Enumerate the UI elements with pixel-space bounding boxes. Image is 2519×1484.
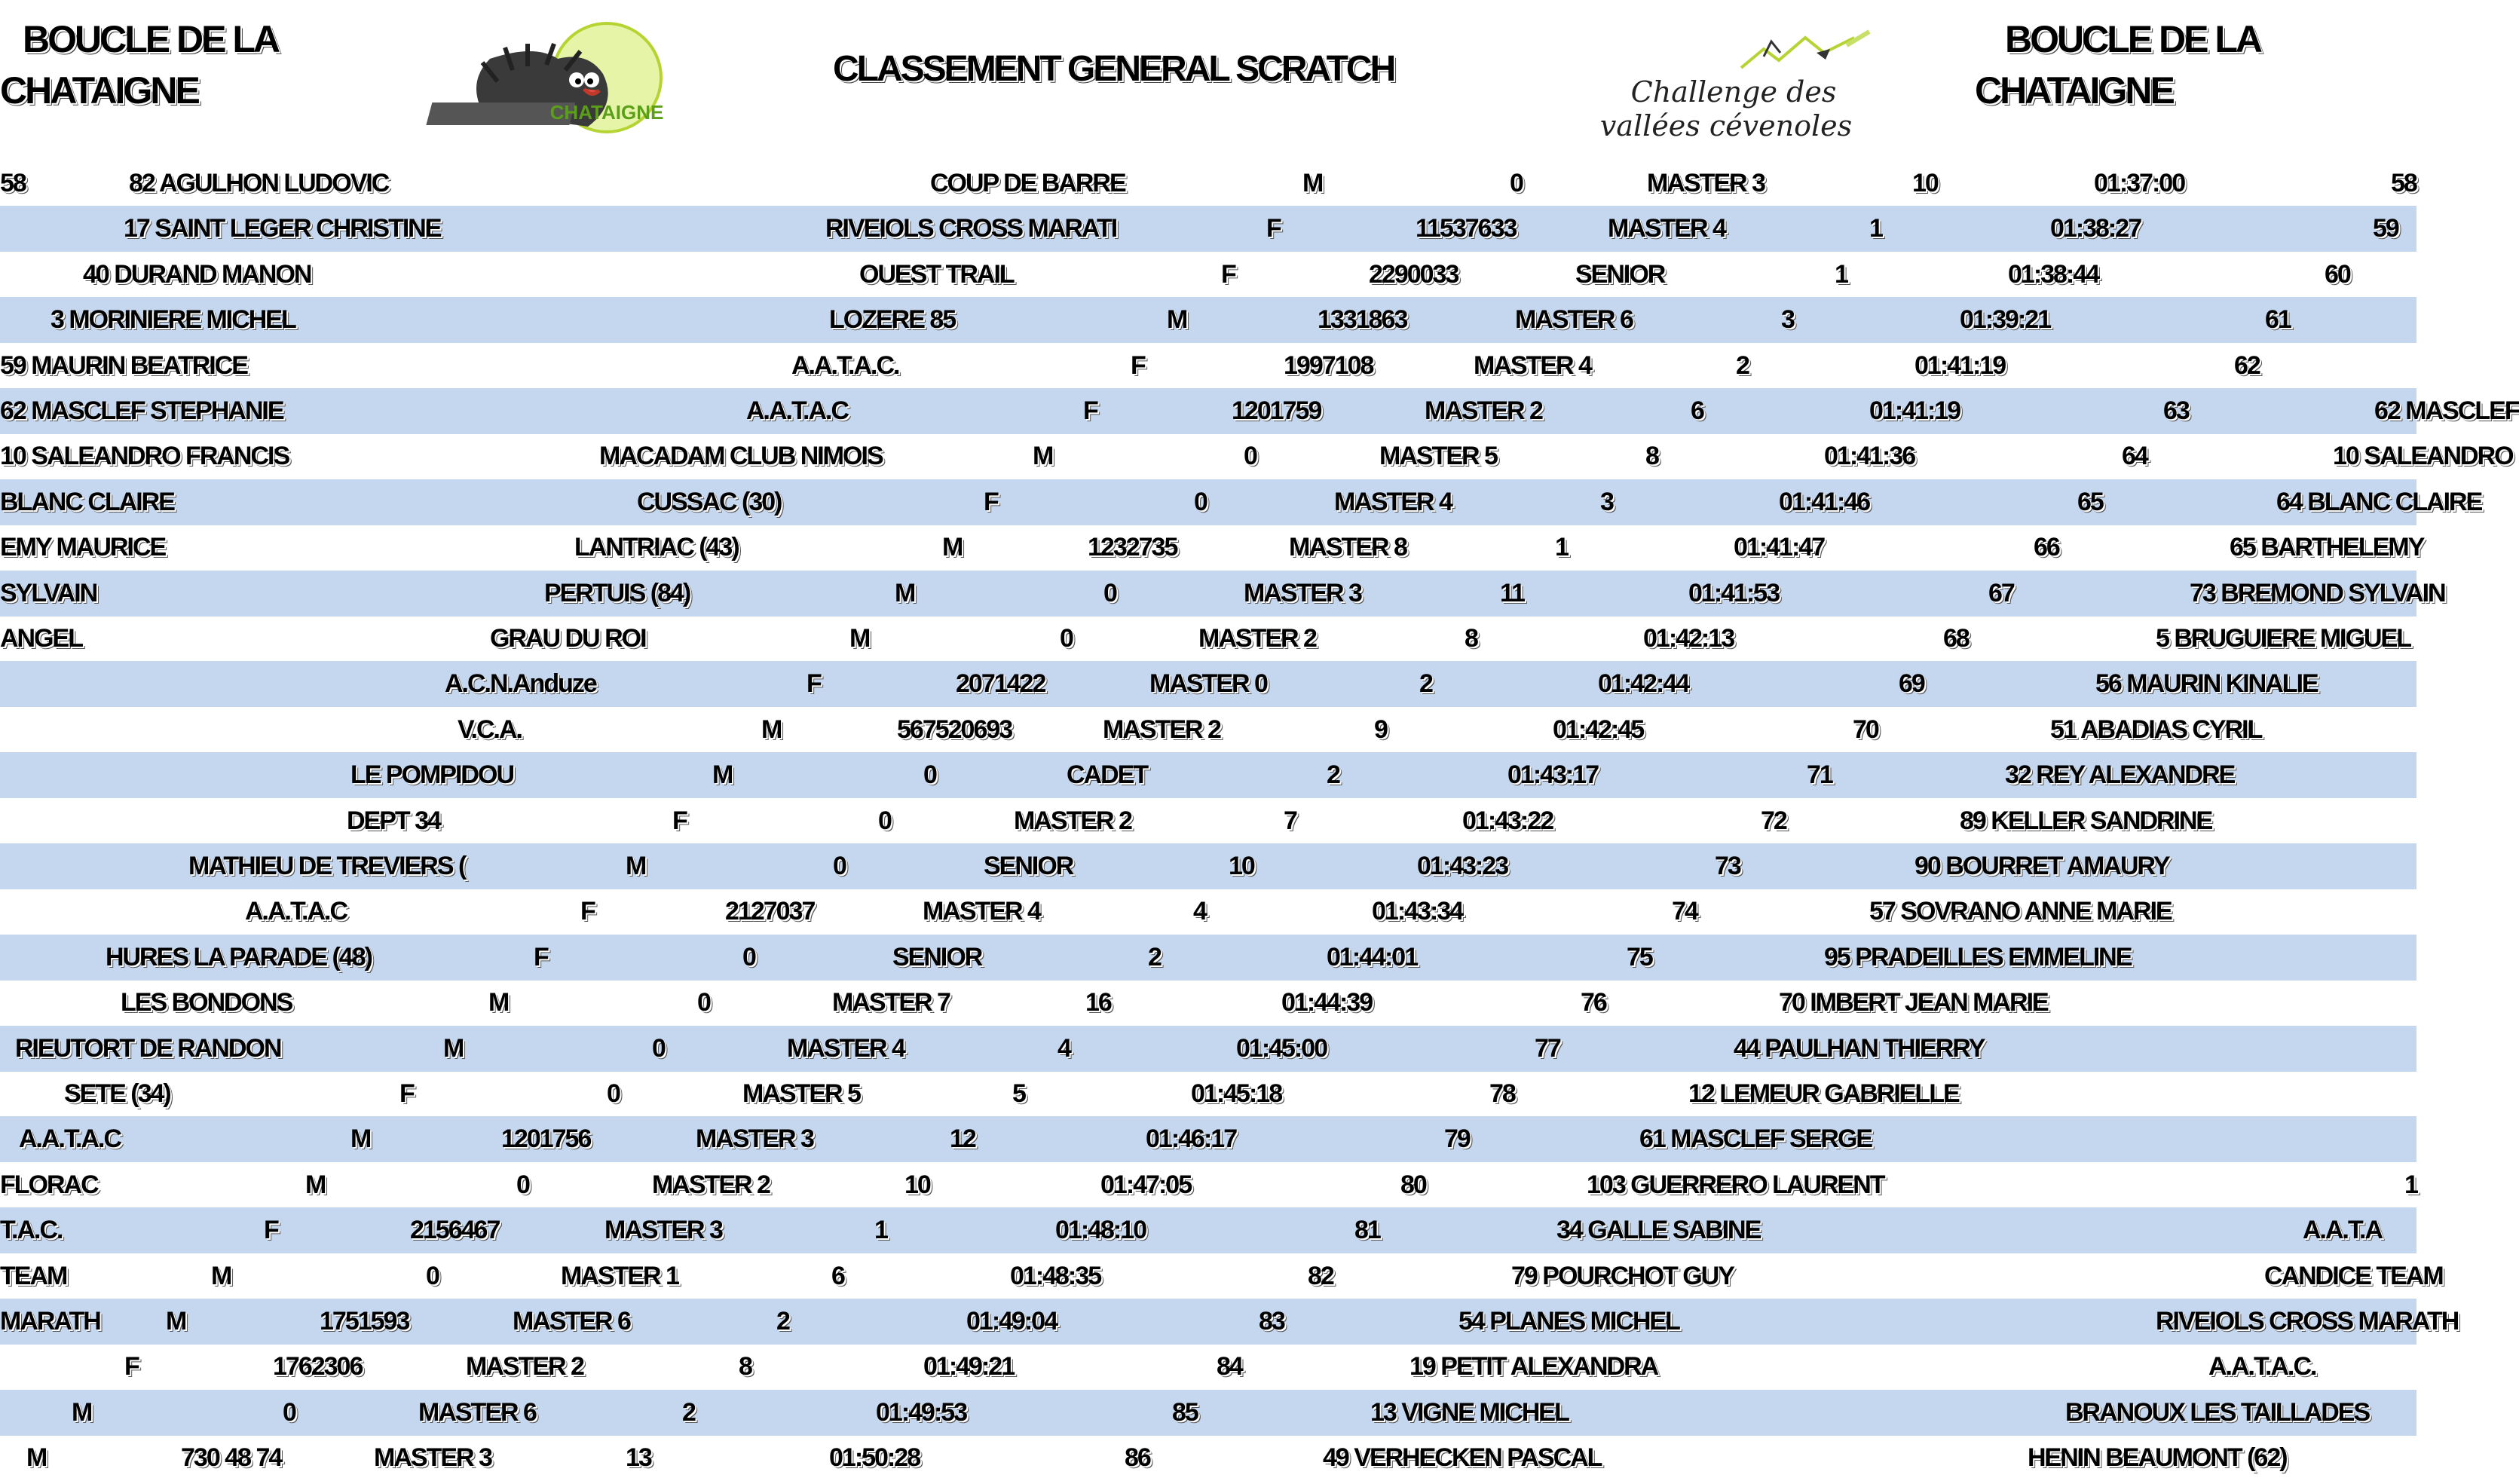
table-cell: 1201759	[1232, 396, 1321, 425]
race-name-left-line2: CHATAIGNE	[0, 69, 198, 112]
table-cell: 01:48:35	[1010, 1262, 1101, 1290]
table-cell: 01:44:39	[1281, 988, 1373, 1017]
table-cell: 16	[1085, 988, 1111, 1017]
table-cell: 71	[1807, 760, 1832, 789]
table-cell: 1	[1835, 260, 1847, 289]
table-cell: 56 MAURIN KINALIE	[2095, 669, 2318, 698]
table-cell: 730 48 74	[181, 1443, 282, 1472]
table-cell: 103 GUERRERO LAURENT	[1587, 1170, 1884, 1199]
table-cell: M	[166, 1307, 186, 1336]
table-row	[0, 433, 2513, 479]
table-cell: 1232735	[1088, 533, 1177, 561]
table-cell: 01:45:18	[1191, 1079, 1282, 1108]
table-cell: 0	[1060, 624, 1073, 653]
table-row	[0, 1299, 2459, 1345]
table-cell: 1	[1555, 533, 1568, 561]
table-cell: 0	[923, 760, 936, 789]
table-cell: 62 MASCLEF	[2374, 396, 2519, 425]
table-cell: MASTER 6	[1515, 305, 1633, 334]
table-cell: 58	[0, 169, 26, 197]
table-row	[0, 1344, 2416, 1390]
table-cell: A.C.N.Anduze	[445, 669, 596, 698]
table-cell: 01:42:44	[1598, 669, 1689, 698]
table-cell: 84	[1217, 1352, 1242, 1381]
table-row	[0, 297, 2416, 343]
table-cell: 59	[2373, 214, 2398, 243]
table-cell: MASTER 3	[1647, 169, 1765, 197]
table-row	[0, 1162, 2416, 1208]
table-cell: 40 DURAND MANON	[83, 260, 311, 289]
table-row	[0, 252, 2416, 298]
table-cell: 72	[1761, 806, 1786, 835]
table-cell: 13	[626, 1443, 651, 1472]
table-cell: MASTER 2	[1198, 624, 1316, 653]
table-cell: 59 MAURIN BEATRICE	[0, 351, 247, 380]
table-cell: 58	[2391, 169, 2416, 197]
table-cell: A.A.T.A.C	[245, 897, 347, 926]
logo-left-text: CHATAIGNE	[549, 101, 664, 124]
table-cell: 73	[1715, 852, 1740, 880]
table-cell: FLORAC	[0, 1170, 98, 1199]
race-name-right-line1: BOUCLE DE LA	[2005, 18, 2260, 60]
table-cell: SENIOR	[892, 943, 982, 971]
table-cell: F	[1131, 351, 1145, 380]
table-cell: 01:43:17	[1507, 760, 1599, 789]
table-cell: F	[580, 897, 595, 926]
table-cell: 17 SAINT LEGER CHRISTINE	[124, 214, 441, 243]
table-cell: MASTER 5	[1379, 442, 1497, 470]
table-cell: M	[26, 1443, 47, 1472]
table-cell: 0	[283, 1398, 295, 1427]
table-cell: OUEST TRAIL	[859, 260, 1014, 289]
table-cell: 82 AGULHON LUDOVIC	[129, 169, 389, 197]
table-cell: 66	[2034, 533, 2059, 561]
table-cell: MASTER 7	[832, 988, 950, 1017]
table-cell: F	[264, 1216, 278, 1244]
table-row	[0, 1390, 2416, 1436]
table-cell: 73 BREMOND SYLVAIN	[2190, 579, 2445, 607]
table-cell: M	[712, 760, 733, 789]
table-cell: 01:48:10	[1055, 1216, 1146, 1244]
table-cell: 01:42:45	[1553, 715, 1644, 744]
table-cell: 10	[1229, 852, 1254, 880]
table-cell: 2071422	[956, 669, 1045, 698]
table-cell: 74	[1672, 897, 1697, 926]
table-cell: 4	[1057, 1034, 1070, 1063]
logo-right-line1: Challenge des	[1630, 75, 1837, 109]
table-cell: 10 SALEANDRO	[2333, 442, 2513, 470]
table-cell: MASTER 5	[742, 1079, 860, 1108]
table-cell: 77	[1535, 1034, 1560, 1063]
table-cell: GRAU DU ROI	[490, 624, 646, 653]
table-cell: 2156467	[410, 1216, 500, 1244]
table-cell: 60	[2325, 260, 2350, 289]
table-cell: LES BONDONS	[121, 988, 292, 1017]
table-cell: 10	[904, 1170, 930, 1199]
race-name-right-line2: CHATAIGNE	[1975, 69, 2173, 112]
table-cell: LOZERE 85	[829, 305, 956, 334]
table-cell: 0	[1194, 488, 1207, 516]
table-cell: 75	[1627, 943, 1652, 971]
table-cell: PERTUIS (84)	[544, 579, 690, 607]
table-row	[0, 161, 2416, 207]
logo-right-line2: vallées cévenoles	[1599, 109, 1853, 142]
table-cell: M	[1033, 442, 1053, 470]
table-row	[0, 479, 2482, 525]
table-cell: 01:49:21	[923, 1352, 1015, 1381]
table-cell: 1751593	[320, 1307, 409, 1336]
table-cell: M	[350, 1124, 371, 1153]
table-cell: 0	[516, 1170, 529, 1199]
table-cell: 11	[1500, 579, 1524, 607]
table-cell: SETE (34)	[64, 1079, 170, 1108]
table-cell: 1331863	[1318, 305, 1407, 334]
table-cell: TEAM	[0, 1262, 67, 1290]
table-cell: 01:37:00	[2094, 169, 2185, 197]
table-cell: 64 BLANC CLAIRE	[2276, 488, 2482, 516]
table-cell: 70 IMBERT JEAN MARIE	[1779, 988, 2048, 1017]
table-row	[0, 935, 2416, 981]
table-cell: 1	[874, 1216, 887, 1244]
table-cell: CUSSAC (30)	[637, 488, 782, 516]
table-cell: RIVEIOLS CROSS MARATH	[2156, 1307, 2459, 1336]
table-cell: 01:41:19	[1869, 396, 1960, 425]
table-cell: MASTER 2	[1014, 806, 1131, 835]
table-cell: COUP DE BARRE	[930, 169, 1125, 197]
table-cell: 90 BOURRET AMAURY	[1915, 852, 2169, 880]
table-cell: 0	[607, 1079, 620, 1108]
table-cell: 62	[2234, 351, 2260, 380]
table-cell: 0	[1510, 169, 1523, 197]
table-cell: 0	[697, 988, 710, 1017]
table-cell: 54 PLANES MICHEL	[1458, 1307, 1679, 1336]
table-cell: 01:49:53	[876, 1398, 967, 1427]
table-cell: A.A.T.A.C	[19, 1124, 121, 1153]
table-cell: 83	[1259, 1307, 1284, 1336]
table-cell: 68	[1943, 624, 1969, 653]
table-cell: DEPT 34	[347, 806, 440, 835]
table-row	[0, 571, 2445, 617]
table-cell: 8	[1645, 442, 1658, 470]
table-cell: 4	[1193, 897, 1206, 926]
table-row	[0, 752, 2416, 798]
table-cell: 01:47:05	[1100, 1170, 1192, 1199]
table-cell: V.C.A.	[458, 715, 522, 744]
table-row	[0, 889, 2416, 935]
table-cell: 0	[1103, 579, 1116, 607]
table-cell: 34 GALLE SABINE	[1556, 1216, 1761, 1244]
table-cell: 8	[1465, 624, 1477, 653]
table-cell: MASTER 0	[1149, 669, 1267, 698]
table-cell: 7	[1284, 806, 1296, 835]
table-cell: 61	[2265, 305, 2291, 334]
table-cell: 10	[1912, 169, 1938, 197]
table-cell: MASTER 4	[1334, 488, 1452, 516]
table-cell: 61 MASCLEF SERGE	[1639, 1124, 1872, 1153]
table-cell: F	[1221, 260, 1235, 289]
table-cell: M	[895, 579, 915, 607]
table-cell: 5 BRUGUIERE MIGUEL	[2156, 624, 2411, 653]
table-cell: 01:39:21	[1960, 305, 2051, 334]
table-cell: 19 PETIT ALEXANDRA	[1409, 1352, 1658, 1381]
table-cell: M	[305, 1170, 326, 1199]
table-cell: 567520693	[897, 715, 1012, 744]
table-cell: 01:41:46	[1779, 488, 1870, 516]
table-cell: F	[984, 488, 998, 516]
table-row	[0, 1435, 2416, 1481]
table-cell: 3 MORINIERE MICHEL	[51, 305, 295, 334]
table-cell: MASTER 4	[1608, 214, 1725, 243]
table-cell: M	[1302, 169, 1323, 197]
table-cell: HURES LA PARADE (48)	[106, 943, 372, 971]
table-row	[0, 525, 2424, 571]
table-cell: 12	[950, 1124, 975, 1153]
table-cell: 12 LEMEUR GABRIELLE	[1688, 1079, 1959, 1108]
table-cell: 3	[1781, 305, 1794, 334]
table-cell: 01:43:23	[1417, 852, 1508, 880]
table-cell: MASTER 3	[1244, 579, 1361, 607]
table-cell: 6	[831, 1262, 844, 1290]
table-cell: SENIOR	[984, 852, 1073, 880]
table-cell: F	[807, 669, 821, 698]
table-cell: 1201756	[501, 1124, 591, 1153]
table-cell: MASTER 2	[652, 1170, 770, 1199]
table-cell: 5	[1012, 1079, 1025, 1108]
table-row	[0, 1207, 2416, 1253]
table-row	[0, 798, 2416, 844]
table-cell: MASTER 2	[466, 1352, 583, 1381]
table-cell: MARATH	[0, 1307, 100, 1336]
table-cell: M	[211, 1262, 231, 1290]
table-cell: 01:41:47	[1734, 533, 1825, 561]
table-cell: 82	[1308, 1262, 1333, 1290]
table-cell: A.A.T.A	[2303, 1216, 2382, 1244]
table-cell: MASTER 1	[561, 1262, 678, 1290]
table-row	[0, 343, 2416, 389]
table-row	[0, 707, 2416, 753]
table-cell: F	[124, 1352, 139, 1381]
table-cell: 89 KELLER SANDRINE	[1960, 806, 2212, 835]
table-cell: RIEUTORT DE RANDON	[15, 1034, 281, 1063]
table-cell: 65	[2077, 488, 2103, 516]
table-cell: 51 ABADIAS CYRIL	[2050, 715, 2262, 744]
table-row	[0, 1071, 2416, 1117]
table-cell: HENIN BEAUMONT (62)	[2028, 1443, 2287, 1472]
table-cell: 01:44:01	[1327, 943, 1418, 971]
table-cell: 57 SOVRANO ANNE MARIE	[1869, 897, 2172, 926]
table-cell: 0	[833, 852, 846, 880]
table-cell: 86	[1125, 1443, 1150, 1472]
table-cell: EMY MAURICE	[0, 533, 166, 561]
table-cell: M	[626, 852, 646, 880]
table-cell: 01:41:19	[1915, 351, 2006, 380]
table-cell: 80	[1400, 1170, 1426, 1199]
table-row	[0, 388, 2519, 434]
table-cell: MASTER 3	[696, 1124, 813, 1153]
table-cell: SENIOR	[1575, 260, 1665, 289]
table-cell: 0	[426, 1262, 439, 1290]
table-cell: M	[849, 624, 870, 653]
table-cell: 1762306	[273, 1352, 363, 1381]
table-cell: CANDICE TEAM	[2264, 1262, 2443, 1290]
table-cell: MASTER 2	[1425, 396, 1542, 425]
table-cell: MASTER 6	[513, 1307, 630, 1336]
table-row	[0, 661, 2416, 707]
table-cell: M	[942, 533, 963, 561]
table-row	[0, 1116, 2416, 1162]
table-cell: MACADAM CLUB NIMOIS	[599, 442, 883, 470]
table-cell: MASTER 4	[923, 897, 1040, 926]
table-cell: 01:38:27	[2050, 214, 2141, 243]
table-cell: MASTER 3	[374, 1443, 491, 1472]
table-row	[0, 1253, 2443, 1299]
table-cell: MASTER 3	[604, 1216, 722, 1244]
table-cell: 0	[652, 1034, 665, 1063]
table-cell: 01:41:36	[1824, 442, 1915, 470]
table-cell: M	[1167, 305, 1187, 334]
table-cell: 70	[1853, 715, 1878, 744]
table-cell: 0	[878, 806, 891, 835]
table-cell: T.A.C.	[0, 1216, 63, 1244]
table-cell: 2	[1419, 669, 1432, 698]
table-cell: MATHIEU DE TREVIERS (	[188, 852, 466, 880]
table-cell: M	[72, 1398, 92, 1427]
table-cell: 32 REY ALEXANDRE	[2005, 760, 2235, 789]
table-cell: 2	[1736, 351, 1749, 380]
race-name-left-line1: BOUCLE DE LA	[23, 18, 278, 60]
table-cell: 13 VIGNE MICHEL	[1370, 1398, 1569, 1427]
table-cell: 8	[739, 1352, 751, 1381]
table-cell: 64	[2122, 442, 2147, 470]
table-cell: 76	[1581, 988, 1606, 1017]
table-cell: SYLVAIN	[0, 579, 97, 607]
table-cell: 2	[1327, 760, 1339, 789]
table-cell: M	[761, 715, 782, 744]
table-cell: 69	[1899, 669, 1924, 698]
table-cell: 01:50:28	[829, 1443, 920, 1472]
table-cell: ANGEL	[0, 624, 82, 653]
table-cell: 6	[1691, 396, 1703, 425]
table-cell: 79 POURCHOT GUY	[1511, 1262, 1734, 1290]
table-cell: 49 VERHECKEN PASCAL	[1323, 1443, 1602, 1472]
table-cell: BRANOUX LES TAILLADES	[2065, 1398, 2370, 1427]
table-cell: MASTER 2	[1103, 715, 1220, 744]
table-cell: 95 PRADEILLES EMMELINE	[1824, 943, 2132, 971]
table-cell: 62 MASCLEF STEPHANIE	[0, 396, 283, 425]
table-cell: 9	[1374, 715, 1387, 744]
table-cell: 63	[2163, 396, 2189, 425]
table-row	[0, 980, 2416, 1026]
table-cell: 2	[776, 1307, 789, 1336]
table-cell: 67	[1988, 579, 2014, 607]
table-cell: 2	[1148, 943, 1161, 971]
table-row	[0, 1026, 2416, 1072]
table-cell: M	[488, 988, 509, 1017]
table-cell: 3	[1600, 488, 1613, 516]
table-cell: 10 SALEANDRO FRANCIS	[0, 442, 289, 470]
table-cell: MASTER 4	[1474, 351, 1591, 380]
table-cell: 01:38:44	[2008, 260, 2099, 289]
table-cell: 1	[1869, 214, 1882, 243]
table-cell: 2127037	[725, 897, 815, 926]
table-cell: 65 BARTHELEMY	[2230, 533, 2424, 561]
table-cell: A.A.T.A.C.	[791, 351, 899, 380]
table-cell: 79	[1444, 1124, 1470, 1153]
table-cell: A.A.T.A.C	[746, 396, 848, 425]
table-cell: 0	[742, 943, 755, 971]
table-cell: 01:43:34	[1372, 897, 1463, 926]
table-cell: 01:46:17	[1146, 1124, 1237, 1153]
table-cell: 1	[2404, 1170, 2417, 1199]
table-cell: MASTER 4	[787, 1034, 904, 1063]
table-cell: A.A.T.A.C.	[2208, 1352, 2316, 1381]
page-title: CLASSEMENT GENERAL SCRATCH	[833, 49, 1394, 89]
table-cell: 78	[1489, 1079, 1515, 1108]
table-cell: LE POMPIDOU	[350, 760, 514, 789]
table-cell: 1997108	[1284, 351, 1373, 380]
table-cell: 81	[1354, 1216, 1380, 1244]
table-cell: RIVEIOLS CROSS MARATI	[825, 214, 1117, 243]
table-cell: F	[1083, 396, 1097, 425]
table-cell: 01:43:22	[1462, 806, 1553, 835]
table-cell: BLANC CLAIRE	[0, 488, 174, 516]
table-cell: F	[1266, 214, 1281, 243]
table-cell: 01:49:04	[966, 1307, 1057, 1336]
table-cell: M	[443, 1034, 464, 1063]
table-row	[0, 616, 2416, 662]
table-cell: CADET	[1067, 760, 1148, 789]
table-cell: F	[672, 806, 687, 835]
table-cell: F	[534, 943, 548, 971]
table-cell: 2	[682, 1398, 695, 1427]
table-cell: 01:41:53	[1688, 579, 1780, 607]
table-cell: 44 PAULHAN THIERRY	[1734, 1034, 1985, 1063]
table-cell: 0	[1244, 442, 1256, 470]
table-row	[0, 843, 2416, 889]
table-cell: 85	[1172, 1398, 1198, 1427]
table-cell: 2290033	[1369, 260, 1458, 289]
table-cell: 01:42:13	[1643, 624, 1734, 653]
table-cell: 11537633	[1416, 214, 1517, 243]
table-cell: 01:45:00	[1236, 1034, 1327, 1063]
table-cell: MASTER 8	[1289, 533, 1406, 561]
table-cell: MASTER 6	[418, 1398, 536, 1427]
table-cell: F	[399, 1079, 414, 1108]
table-row	[0, 206, 2416, 252]
table-cell: LANTRIAC (43)	[574, 533, 739, 561]
